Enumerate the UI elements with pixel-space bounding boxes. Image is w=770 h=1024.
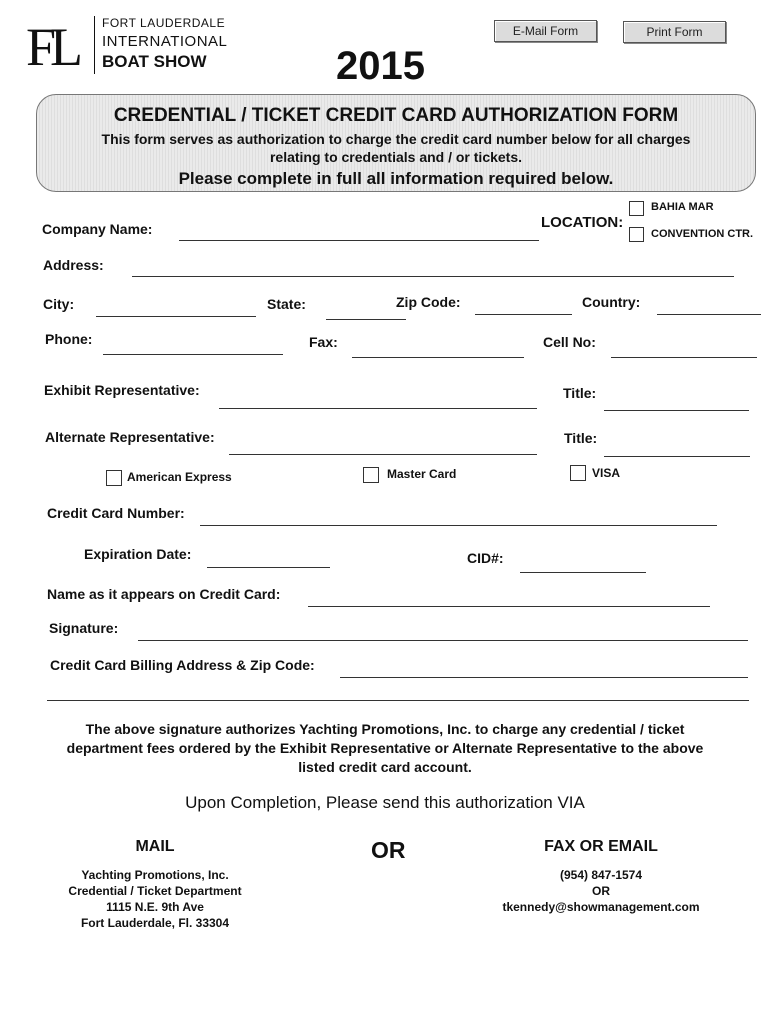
form-header-banner bbox=[36, 94, 756, 192]
authorization-statement bbox=[30, 720, 740, 777]
visa-label: VISA bbox=[592, 466, 621, 480]
state-label: State: bbox=[267, 296, 306, 312]
billing-address-field[interactable] bbox=[340, 677, 748, 678]
contact-email: tkennedy@showmanagement.com bbox=[502, 900, 700, 914]
bahia-mar-checkbox[interactable] bbox=[629, 201, 644, 216]
fax-email-or: OR bbox=[592, 884, 610, 898]
convention-ctr-label: CONVENTION CTR. bbox=[651, 228, 754, 240]
expiration-label: Expiration Date: bbox=[84, 546, 192, 562]
form-subtitle-line2: relating to credentials and / or tickets. bbox=[269, 149, 523, 165]
or-separator: OR bbox=[371, 837, 406, 863]
convention-ctr-checkbox[interactable] bbox=[629, 227, 644, 242]
exhibit-rep-field[interactable] bbox=[219, 408, 537, 409]
alternate-rep-label: Alternate Representative: bbox=[45, 429, 215, 445]
cid-field[interactable] bbox=[520, 572, 646, 573]
amex-label: American Express bbox=[127, 470, 232, 484]
billing-address-field-2[interactable] bbox=[47, 700, 749, 701]
fax-number: (954) 847-1574 bbox=[559, 868, 643, 882]
print-form-button[interactable]: Print Form bbox=[623, 21, 726, 43]
alternate-rep-field[interactable] bbox=[229, 454, 537, 455]
mail-line1: Yachting Promotions, Inc. bbox=[81, 868, 229, 882]
cell-no-field[interactable] bbox=[611, 357, 757, 358]
form-instruction: Please complete in full all information required below. bbox=[178, 169, 614, 188]
cid-label: CID#: bbox=[467, 550, 504, 566]
title1-label: Title: bbox=[563, 385, 597, 401]
address-label: Address: bbox=[43, 257, 104, 273]
fax-label: Fax: bbox=[309, 334, 338, 350]
mail-heading: MAIL bbox=[135, 838, 175, 855]
form-title: CREDENTIAL / TICKET CREDIT CARD AUTHORIZATION FORM bbox=[113, 105, 679, 126]
location-label: LOCATION: bbox=[541, 214, 624, 231]
authorization-line2: department fees ordered by the Exhibit Representative or Alternate Representative to the above bbox=[66, 740, 704, 756]
bahia-mar-label: BAHIA MAR bbox=[651, 201, 714, 213]
mastercard-label: Master Card bbox=[387, 467, 457, 481]
name-on-card-label: Name as it appears on Credit Card: bbox=[47, 586, 281, 602]
country-label: Country: bbox=[582, 294, 641, 310]
logo-monogram: FL bbox=[26, 17, 78, 77]
logo-line2: INTERNATIONAL bbox=[102, 33, 228, 50]
amex-checkbox[interactable] bbox=[106, 470, 122, 486]
company-name-field[interactable] bbox=[179, 240, 539, 241]
address-field[interactable] bbox=[132, 276, 734, 277]
state-field[interactable] bbox=[326, 319, 406, 320]
exhibit-rep-label: Exhibit Representative: bbox=[44, 382, 200, 398]
title2-field[interactable] bbox=[604, 456, 750, 457]
authorization-line1: The above signature authorizes Yachting Promotions, Inc. to charge any credential / ticket bbox=[85, 721, 685, 737]
fax-field[interactable] bbox=[352, 357, 524, 358]
title2-label: Title: bbox=[564, 430, 598, 446]
form-year: 2015 bbox=[336, 44, 425, 88]
expiration-field[interactable] bbox=[207, 567, 330, 568]
mail-line3: 1115 N.E. 9th Ave bbox=[106, 900, 204, 914]
card-number-field[interactable] bbox=[200, 525, 717, 526]
name-on-card-field[interactable] bbox=[308, 606, 710, 607]
send-via-text: Upon Completion, Please send this authorization VIA bbox=[185, 793, 585, 812]
fax-email-block bbox=[486, 838, 716, 915]
show-logo bbox=[26, 14, 226, 76]
signature-field[interactable] bbox=[138, 640, 748, 641]
city-label: City: bbox=[43, 296, 75, 312]
authorization-line3: listed credit card account. bbox=[298, 759, 472, 775]
mail-line2: Credential / Ticket Department bbox=[68, 884, 242, 898]
form-subtitle-line1: This form serves as authorization to charge the credit card number below for all charges bbox=[101, 131, 691, 147]
signature-label: Signature: bbox=[49, 620, 119, 636]
fax-email-heading: FAX OR EMAIL bbox=[544, 838, 658, 855]
zip-code-label: Zip Code: bbox=[396, 294, 461, 310]
billing-address-label: Credit Card Billing Address & Zip Code: bbox=[50, 657, 315, 673]
visa-checkbox[interactable] bbox=[570, 465, 586, 481]
mail-block bbox=[40, 838, 270, 931]
phone-field[interactable] bbox=[103, 354, 283, 355]
logo-line3: BOAT SHOW bbox=[102, 52, 207, 71]
country-field[interactable] bbox=[657, 314, 761, 315]
logo-divider bbox=[94, 16, 95, 74]
zip-code-field[interactable] bbox=[475, 314, 572, 315]
mail-line4: Fort Lauderdale, Fl. 33304 bbox=[80, 916, 230, 930]
logo-line1: FORT LAUDERDALE bbox=[102, 16, 226, 30]
company-name-label: Company Name: bbox=[42, 221, 153, 237]
email-form-button[interactable]: E-Mail Form bbox=[494, 20, 597, 42]
city-field[interactable] bbox=[96, 316, 256, 317]
card-number-label: Credit Card Number: bbox=[47, 505, 185, 521]
mastercard-checkbox[interactable] bbox=[363, 467, 379, 483]
title1-field[interactable] bbox=[604, 410, 749, 411]
phone-label: Phone: bbox=[45, 331, 93, 347]
cell-no-label: Cell No: bbox=[543, 334, 596, 350]
